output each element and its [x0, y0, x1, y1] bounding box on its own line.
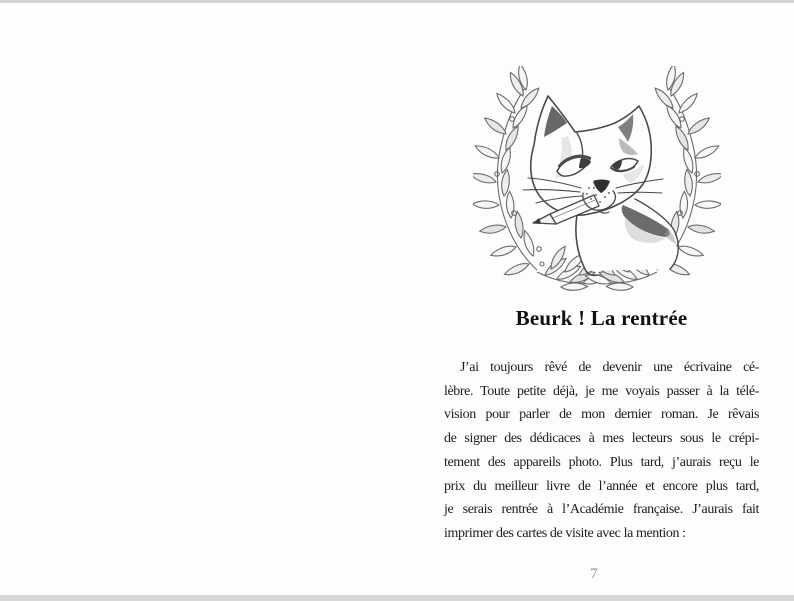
paragraph-line: lèbre. Toute petite déjà, je me voyais passer à la télé- [444, 383, 759, 399]
paragraph-line: J’ai toujours rêvé de devenir une écrivaine cé- [460, 360, 759, 375]
paragraph-line: de signer des dédicaces à mes lecteurs sous le crépi- [444, 431, 759, 447]
paragraph-line: je serais rentrée à l’Académie française. J’aurais fait [444, 502, 759, 518]
page-number: 7 [590, 566, 598, 582]
paragraph-line: vision pour parler de mon dernier roman. Je rêvais [444, 407, 759, 423]
right-page[interactable] [397, 3, 794, 595]
screen-edge-bottom [0, 595, 794, 601]
left-page[interactable] [0, 3, 397, 595]
cat-writer-icon [523, 96, 678, 275]
chapter-paragraph [444, 356, 759, 546]
paragraph-line: imprimer des cartes de visite avec la mention : [444, 525, 686, 541]
cat-with-pencil-laurel-wreath-illustration [473, 66, 721, 298]
paragraph-line: tement des appareils photo. Plus tard, j’aurais reçu le [444, 454, 759, 470]
chapter-title: Beurk ! La rentrée [515, 306, 688, 330]
paragraph-line: prix du meilleur livre de l’année et encore plus tard, [444, 478, 759, 494]
